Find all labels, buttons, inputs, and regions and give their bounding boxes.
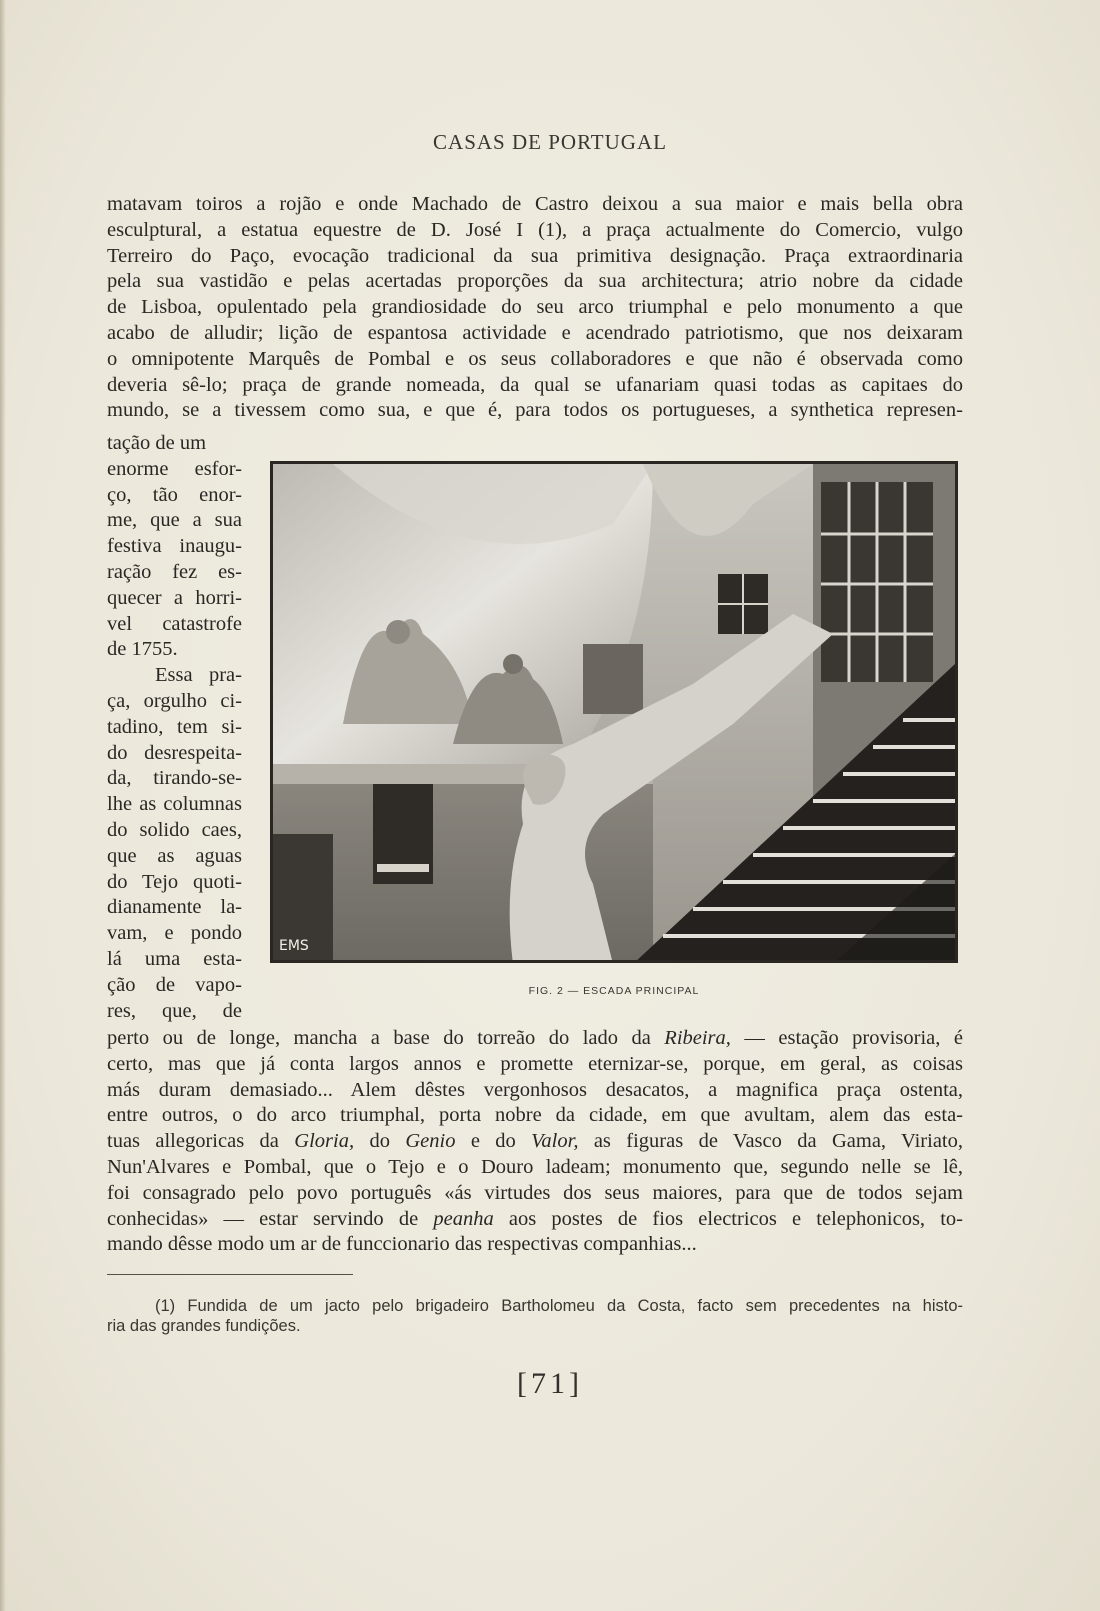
staircase-illustration <box>273 464 955 960</box>
text-run: perto ou de longe, mancha a base do torreão do lado da <box>107 1027 665 1049</box>
text-line: tação de um <box>107 432 207 454</box>
text-line: mundo, se a tivessem como sua, e que é, para todos os portugueses, a synthetica represen- <box>107 399 963 422</box>
figure-caption: FIG. 2 — ESCADA PRINCIPAL <box>528 985 700 997</box>
text-run: tuas allegoricas da <box>107 1130 295 1153</box>
text-line: ça, orgulho ci- <box>107 689 242 712</box>
text-line: da, tirando-se- <box>107 767 242 790</box>
text-line: enorme esfor- <box>107 457 242 480</box>
text-line <box>107 1026 963 1052</box>
text-line: ção de vapo- <box>107 973 242 996</box>
text-line: do Tejo quoti- <box>107 870 242 893</box>
footnote <box>107 1296 963 1336</box>
text-line: entre outros, o do arco triumphal, porta nobre da cidade, em que avultam, alem das esta- <box>107 1104 963 1127</box>
text-line: Essa pra- <box>155 664 242 687</box>
text-run: — estação provisoria, é <box>730 1027 963 1049</box>
italic-run: Gloria, <box>294 1130 355 1153</box>
text-line: ração fez es- <box>107 560 242 583</box>
text-line: ço, tão enor- <box>107 483 242 506</box>
text-line: acabo de alludir; lição de espantosa actividade e acendrado patriotismo, que nos deixaram <box>107 321 963 344</box>
figure-staircase-photo <box>270 461 958 963</box>
text-run: as figuras de Vasco da Gama, Viriato, <box>578 1130 963 1153</box>
paragraph-bottom <box>107 1026 963 1258</box>
footnote-line: (1) Fundida de um jacto pelo brigadeiro Bartholomeu da Costa, facto sem precedentes na histo- <box>155 1297 963 1315</box>
text-line: vel catastrofe <box>107 612 242 635</box>
text-line: res, que, de <box>107 999 242 1022</box>
italic-run: Ribeira, <box>664 1027 731 1049</box>
text-line: do solido caes, <box>107 818 242 841</box>
text-line: lhe as columnas <box>107 793 242 816</box>
text-line: o omnipotente Marquês de Pombal e os seus collaboradores e que não é observada como <box>107 347 963 370</box>
text-line: foi consagrado pelo povo português «ás virtudes dos seus maiores, para que de todos sejam <box>107 1181 963 1204</box>
footnote-rule <box>107 1274 353 1275</box>
text-line: lá uma esta- <box>107 947 242 970</box>
text-line: esculptural, a estatua equestre de D. José I (1), a praça actualmente do Comercio, vulgo <box>107 218 963 241</box>
italic-run: Genio <box>405 1130 456 1153</box>
paragraph-top <box>107 192 963 424</box>
text-line: que as aguas <box>107 844 242 867</box>
page-number: [71] <box>517 1367 583 1400</box>
text-line: me, que a sua <box>107 509 242 532</box>
text-line: de Lisboa, opulentado pela grandiosidade do seu arco triumphal e pelo monumento a que <box>107 296 963 319</box>
figure-monogram: EMS <box>279 938 309 954</box>
running-head: CASAS DE PORTUGAL <box>433 130 667 154</box>
text-line: quecer a horri- <box>107 586 242 609</box>
text-line: más duram demasiado... Alem dêstes vergonhosos desacatos, a magnifica praça ostenta, <box>107 1078 963 1101</box>
text-run: e do <box>455 1130 532 1153</box>
text-line: deveria sê-lo; praça de grande nomeada, da qual se ufanariam quasi todas as capitaes do <box>107 373 963 396</box>
text-line: Terreiro do Paço, evocação tradicional da sua primitiva designação. Praça extraordinaria <box>107 244 963 267</box>
footnote-line: ria das grandes fundições. <box>107 1317 301 1335</box>
text-run: conhecidas» — estar servindo de <box>107 1207 434 1230</box>
text-line: do desrespeita- <box>107 741 242 764</box>
text-run: do <box>354 1130 406 1153</box>
text-line <box>107 1129 963 1155</box>
text-line: tadino, tem si- <box>107 715 242 738</box>
text-line: matavam toiros a rojão e onde Machado de Castro deixou a sua maior e mais bella obra <box>107 193 963 215</box>
text-line: Nun'Alvares e Pombal, que o Tejo e o Douro ladeam; monumento que, segundo nelle se lê, <box>107 1155 963 1178</box>
text-line: de 1755. <box>107 638 178 661</box>
italic-run: Valor, <box>531 1130 579 1153</box>
text-line: festiva inaugu- <box>107 535 242 558</box>
text-line: vam, e pondo <box>107 922 242 945</box>
narrow-column <box>107 431 242 1024</box>
text-line: dianamente la- <box>107 896 242 919</box>
italic-run: peanha <box>433 1207 494 1230</box>
text-line: pela sua vastidão e pelas acertadas proporções da sua architectura; atrio nobre da cidade <box>107 270 963 293</box>
text-run: aos postes de fios electricos e telephonicos, to- <box>493 1207 963 1230</box>
text-line <box>107 1207 963 1233</box>
text-line: certo, mas que já conta largos annos e promette eternizar-se, porque, em geral, as coisas <box>107 1052 963 1075</box>
text-line: mando dêsse modo um ar de funccionario das respectivas companhias... <box>107 1233 697 1256</box>
